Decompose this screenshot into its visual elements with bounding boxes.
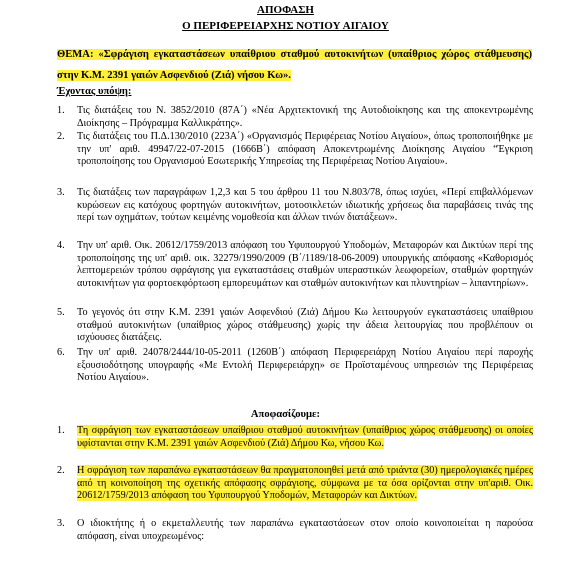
item-number: 4. — [57, 240, 65, 251]
decide-heading: Αποφασίζουμε: — [250, 409, 321, 420]
item-number: 2. — [57, 131, 65, 142]
subject-line — [57, 44, 532, 86]
item-number: 2. — [57, 465, 65, 476]
decision-highlight: Τη σφράγιση των εγκαταστάσεων υπαίθριου σταθμού αυτοκινήτων (υπαίθριος χώρος στάθμευσης) οι οποίες υφίστανται στην Κ.Μ. 2391 γαιών Ασφενδιού (Ζιά) Δήμου Κω, νήσου Κω. — [77, 425, 533, 449]
item-text: Το γεγονός ότι στην Κ.Μ. 2391 γαιών Ασφενδιού (Ζιά) Δήμου Κω λειτουργούν εγκαταστάσεις υπαίθριου σταθμού αυτοκινήτων (υπαίθριος χώρος στάθμευσης) χωρίς την άδεια λειτουργίας που προβλέπουν οι ισχύουσες διατάξεις. — [77, 307, 533, 344]
item-text: Τις διατάξεις των παραγράφων 1,2,3 και 5 του άρθρου 11 του Ν.803/78, όπως ισχύει, «Περί επιβαλλόμενων κυρώσεων εις κατόχους φορτηγών αυτοκινήτων, μοτοσικλετών ιδιωτικής χρήσεως δια παραβάσεις τινάς της περί των οχημάτων, τούτων κειμένης νομοθεσία και άλλων τινών διατάξεων». — [77, 187, 533, 224]
item-number: 6. — [57, 347, 65, 358]
item-number: 1. — [57, 425, 65, 436]
document-title: ΑΠΟΦΑΣΗ — [257, 4, 314, 16]
item-number: 5. — [57, 307, 65, 318]
subject-text: ΘΕΜΑ: «Σφράγιση εγκαταστάσεων υπαίθριου σταθμού αυτοκινήτων (υπαίθριος χώρος στάθμευσης) στην Κ.Μ. 2391 γαιών Ασφενδιού (Ζιά) νήσου Κω». — [57, 49, 532, 81]
considering-heading: Έχοντας υπόψη: — [57, 86, 132, 97]
item-text: Τις διατάξεις του Π.Δ.130/2010 (223Α΄) «Οργανισμός Περιφέρειας Νοτίου Αιγαίου», όπως τροποποιήθηκε με την υπ' αριθ. 49947/22-07-2015 (1666Β΄) απόφαση Αποκεντρωμένης Διοίκησης Αιγαίου “Έγκριση τροποποίησης του Οργανισμού Εσωτερικής Υπηρεσίας της Περιφέρειας Νοτίου Αιγαίου». — [77, 131, 533, 168]
item-number: 3. — [57, 518, 65, 529]
item-text: Ο ιδιοκτήτης ή ο εκμεταλλευτής των παραπάνω εγκαταστάσεων στον οποίο κοινοποιείται η παρούσα απόφαση, είναι υποχρεωμένος: — [77, 518, 533, 542]
item-text — [77, 465, 533, 503]
item-text — [77, 425, 533, 450]
item-text: Την υπ' αριθ. 24078/2444/10-05-2011 (1260Β΄) απόφαση Περιφερειάρχη Νοτίου Αιγαίου περί παροχής εξουσιοδότησης υπογραφής «Με Εντολή Περιφερειάρχη» σε Προϊσταμένους υπηρεσιών της Περιφέρειας Νοτίου Αιγαίου». — [77, 347, 533, 384]
item-text: Την υπ' αριθ. Οικ. 20612/1759/2013 απόφαση του Υφυπουργού Υποδομών, Μεταφορών και Δικτύων περί της τροποποίησης της υπ' αριθ. οικ. 32279/1990/2009 (Β΄/1189/18-06-2009) υπουργικής απόφασης «Καθορισμός λεπτομερειών τρόπου σφράγισης για εγκαταστάσεις σταθμών υπεραστικών λεωφορείων, σταθμών φορτηγών αυτοκινήτων για φορτοεκφόρτωση εμπορευμάτων και σταθμών αυτοκινήτων και πλυντηρίων – λιπαντηρίων». — [77, 240, 533, 290]
decision-highlight: Η σφράγιση των παραπάνω εγκαταστάσεων θα πραγματοποιηθεί μετά από τριάντα (30) ημερολογιακές ημέρες από τη κοινοποίηση της σχετικής απόφασης σφράγισης, σύμφωνα με τα όσα ορίζονται στην υπ'αριθ. Οικ. 20612/1759/2013 απόφαση του Υφυπουργού Υποδομών, Μεταφορών και Δικτύων. — [77, 465, 533, 502]
item-number: 3. — [57, 187, 65, 198]
item-text: Τις διατάξεις του Ν. 3852/2010 (87Α΄) «Νέα Αρχιτεκτονική της Αυτοδιοίκησης και της αποκεντρωμένης Διοίκησης – Πρόγραμμα Καλλικράτης». — [77, 105, 533, 129]
item-number: 1. — [57, 105, 65, 116]
document-subtitle: Ο ΠΕΡΙΦΕΡΕΙΑΡΧΗΣ ΝΟΤΙΟΥ ΑΙΓΑΙΟΥ — [182, 20, 389, 32]
